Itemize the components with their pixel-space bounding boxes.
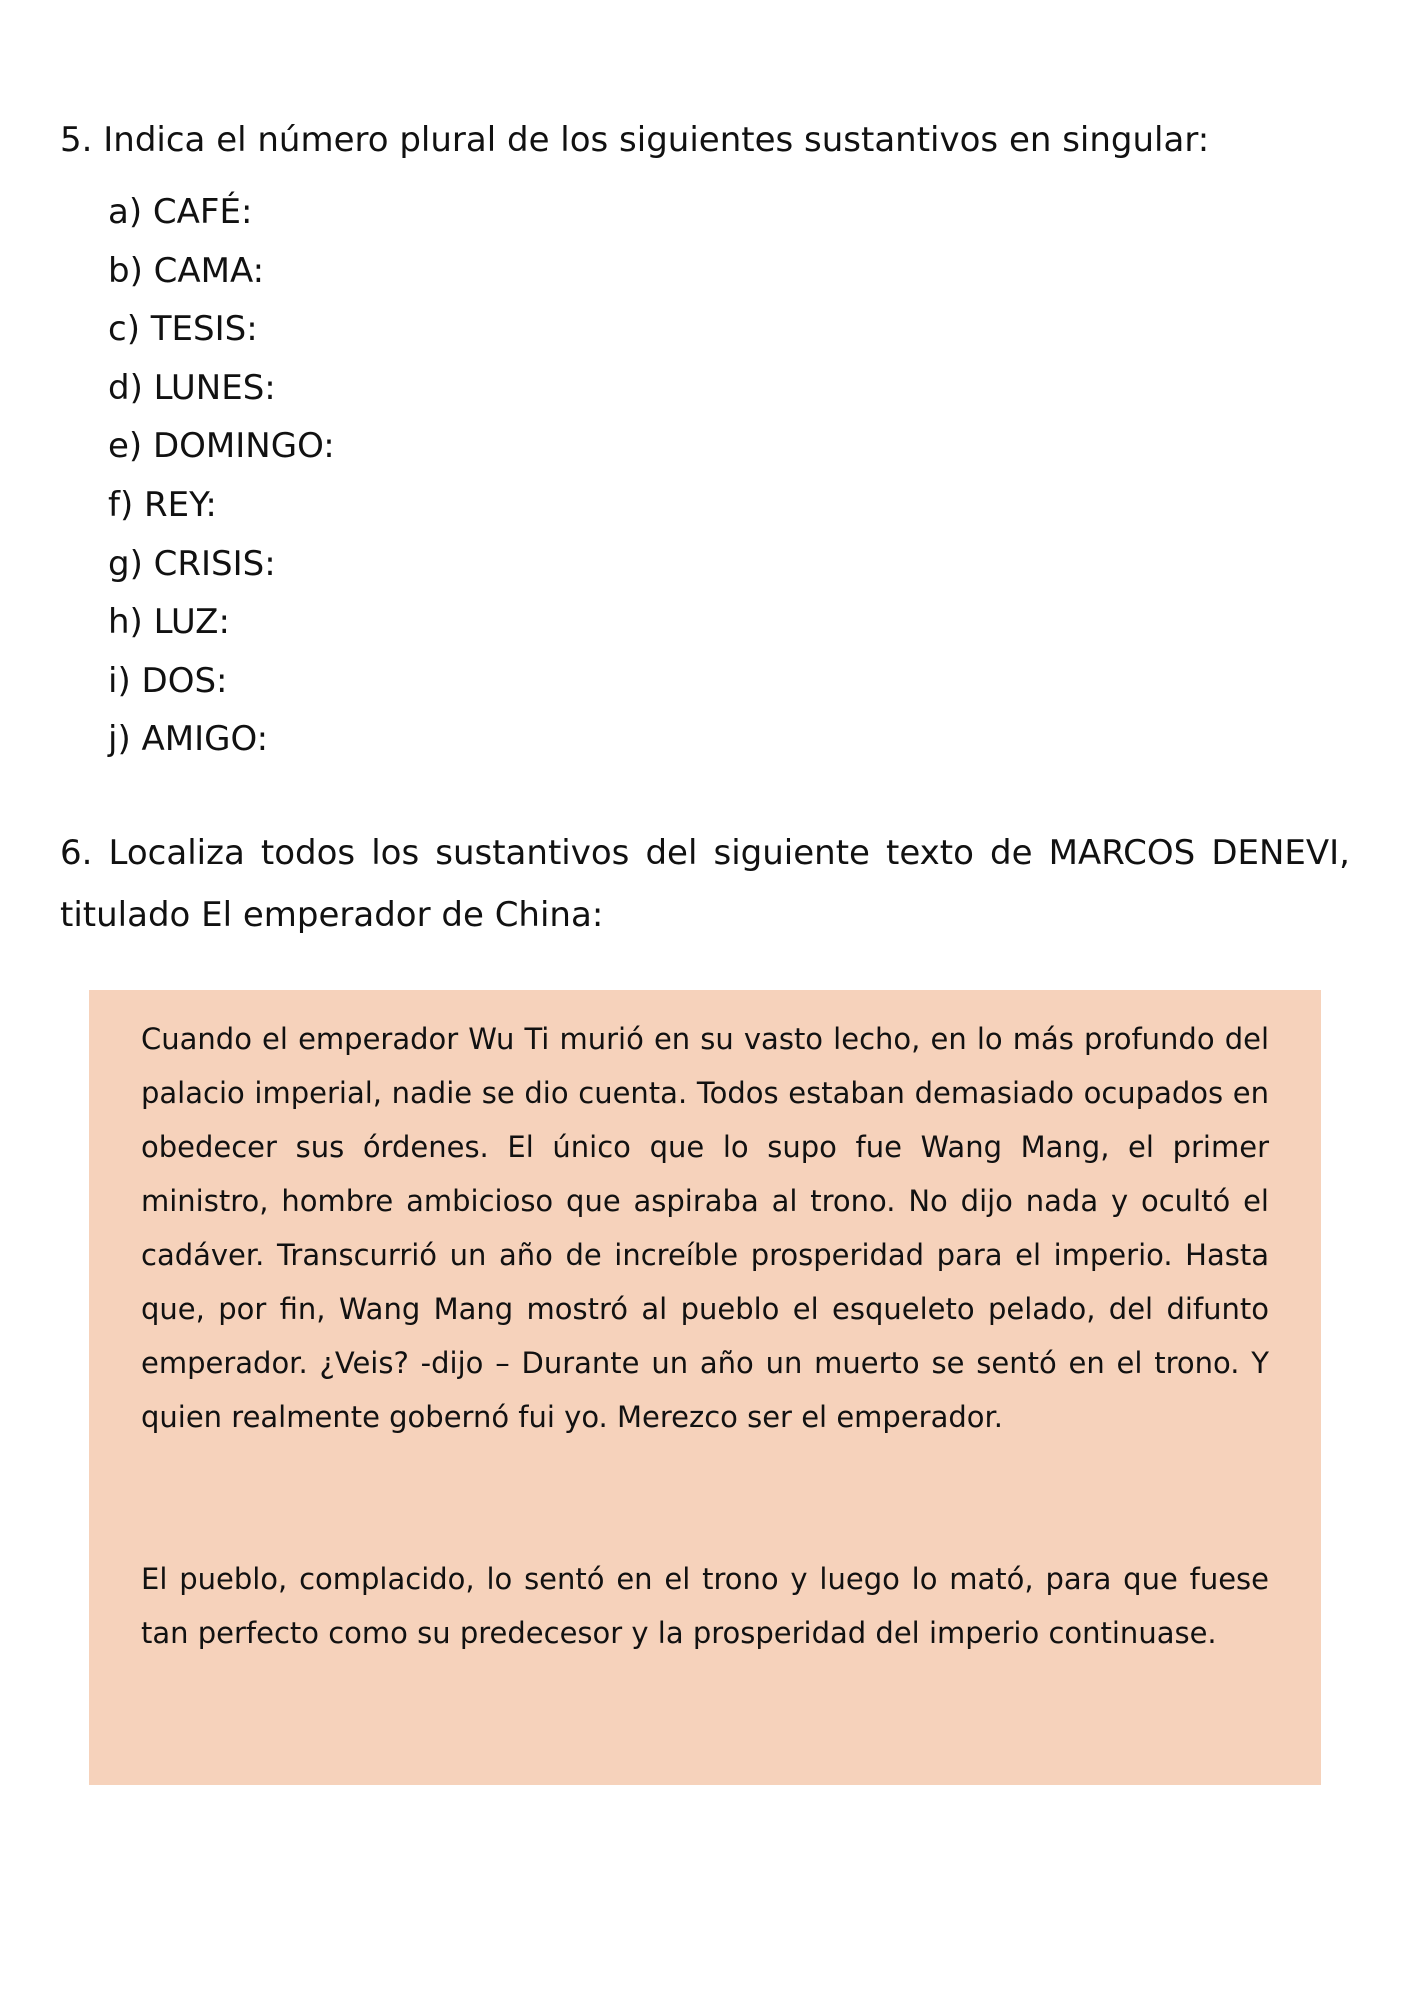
story-paragraph-2: El pueblo, complacido, lo sentó en el trono y luego lo mató, para que fuese tan perfecto como su predecesor y la prosperidad del imperio continuase. [141, 1562, 1269, 1650]
list-item: e) DOMINGO: [108, 426, 335, 467]
list-item: a) CAFÉ: [108, 192, 253, 232]
list-item: i) DOS: [108, 660, 228, 701]
list-item: h) LUZ: [108, 602, 230, 643]
story-text-box [89, 990, 1321, 1785]
list-item: f) REY: [108, 484, 217, 525]
list-item: b) CAMA: [108, 250, 265, 291]
plural-answer-list [108, 183, 335, 769]
list-item: j) AMIGO: [108, 719, 269, 760]
list-item: g) CRISIS: [108, 543, 276, 584]
question-6-heading: 6. Localiza todos los sustantivos del siguiente texto de MARCOS DENEVI, titulado El emperador de China: [60, 833, 1350, 935]
story-paragraph-1: Cuando el emperador Wu Ti murió en su vasto lecho, en lo más profundo del palacio imperial, nadie se dio cuenta. Todos estaban demasiado ocupados en obedecer sus órdenes. El único que lo supo fue Wang Mang, el primer ministro, hombre ambicioso que aspiraba al trono. No dijo nada y ocultó el cadáver. Transcurrió un año de increíble prosperidad para el imperio. Hasta que, por fin, Wang Mang mostró al pueblo el esqueleto pelado, del difunto emperador. ¿Veis? -dijo – Durante un año un muerto se sentó en el trono. Y quien realmente gobernó fui yo. Merezco ser el emperador. [141, 1022, 1269, 1434]
list-item: c) TESIS: [108, 309, 258, 350]
question-5-heading: 5. Indica el número plural de los siguientes sustantivos en singular: [60, 120, 1210, 160]
list-item: d) LUNES: [108, 367, 276, 408]
